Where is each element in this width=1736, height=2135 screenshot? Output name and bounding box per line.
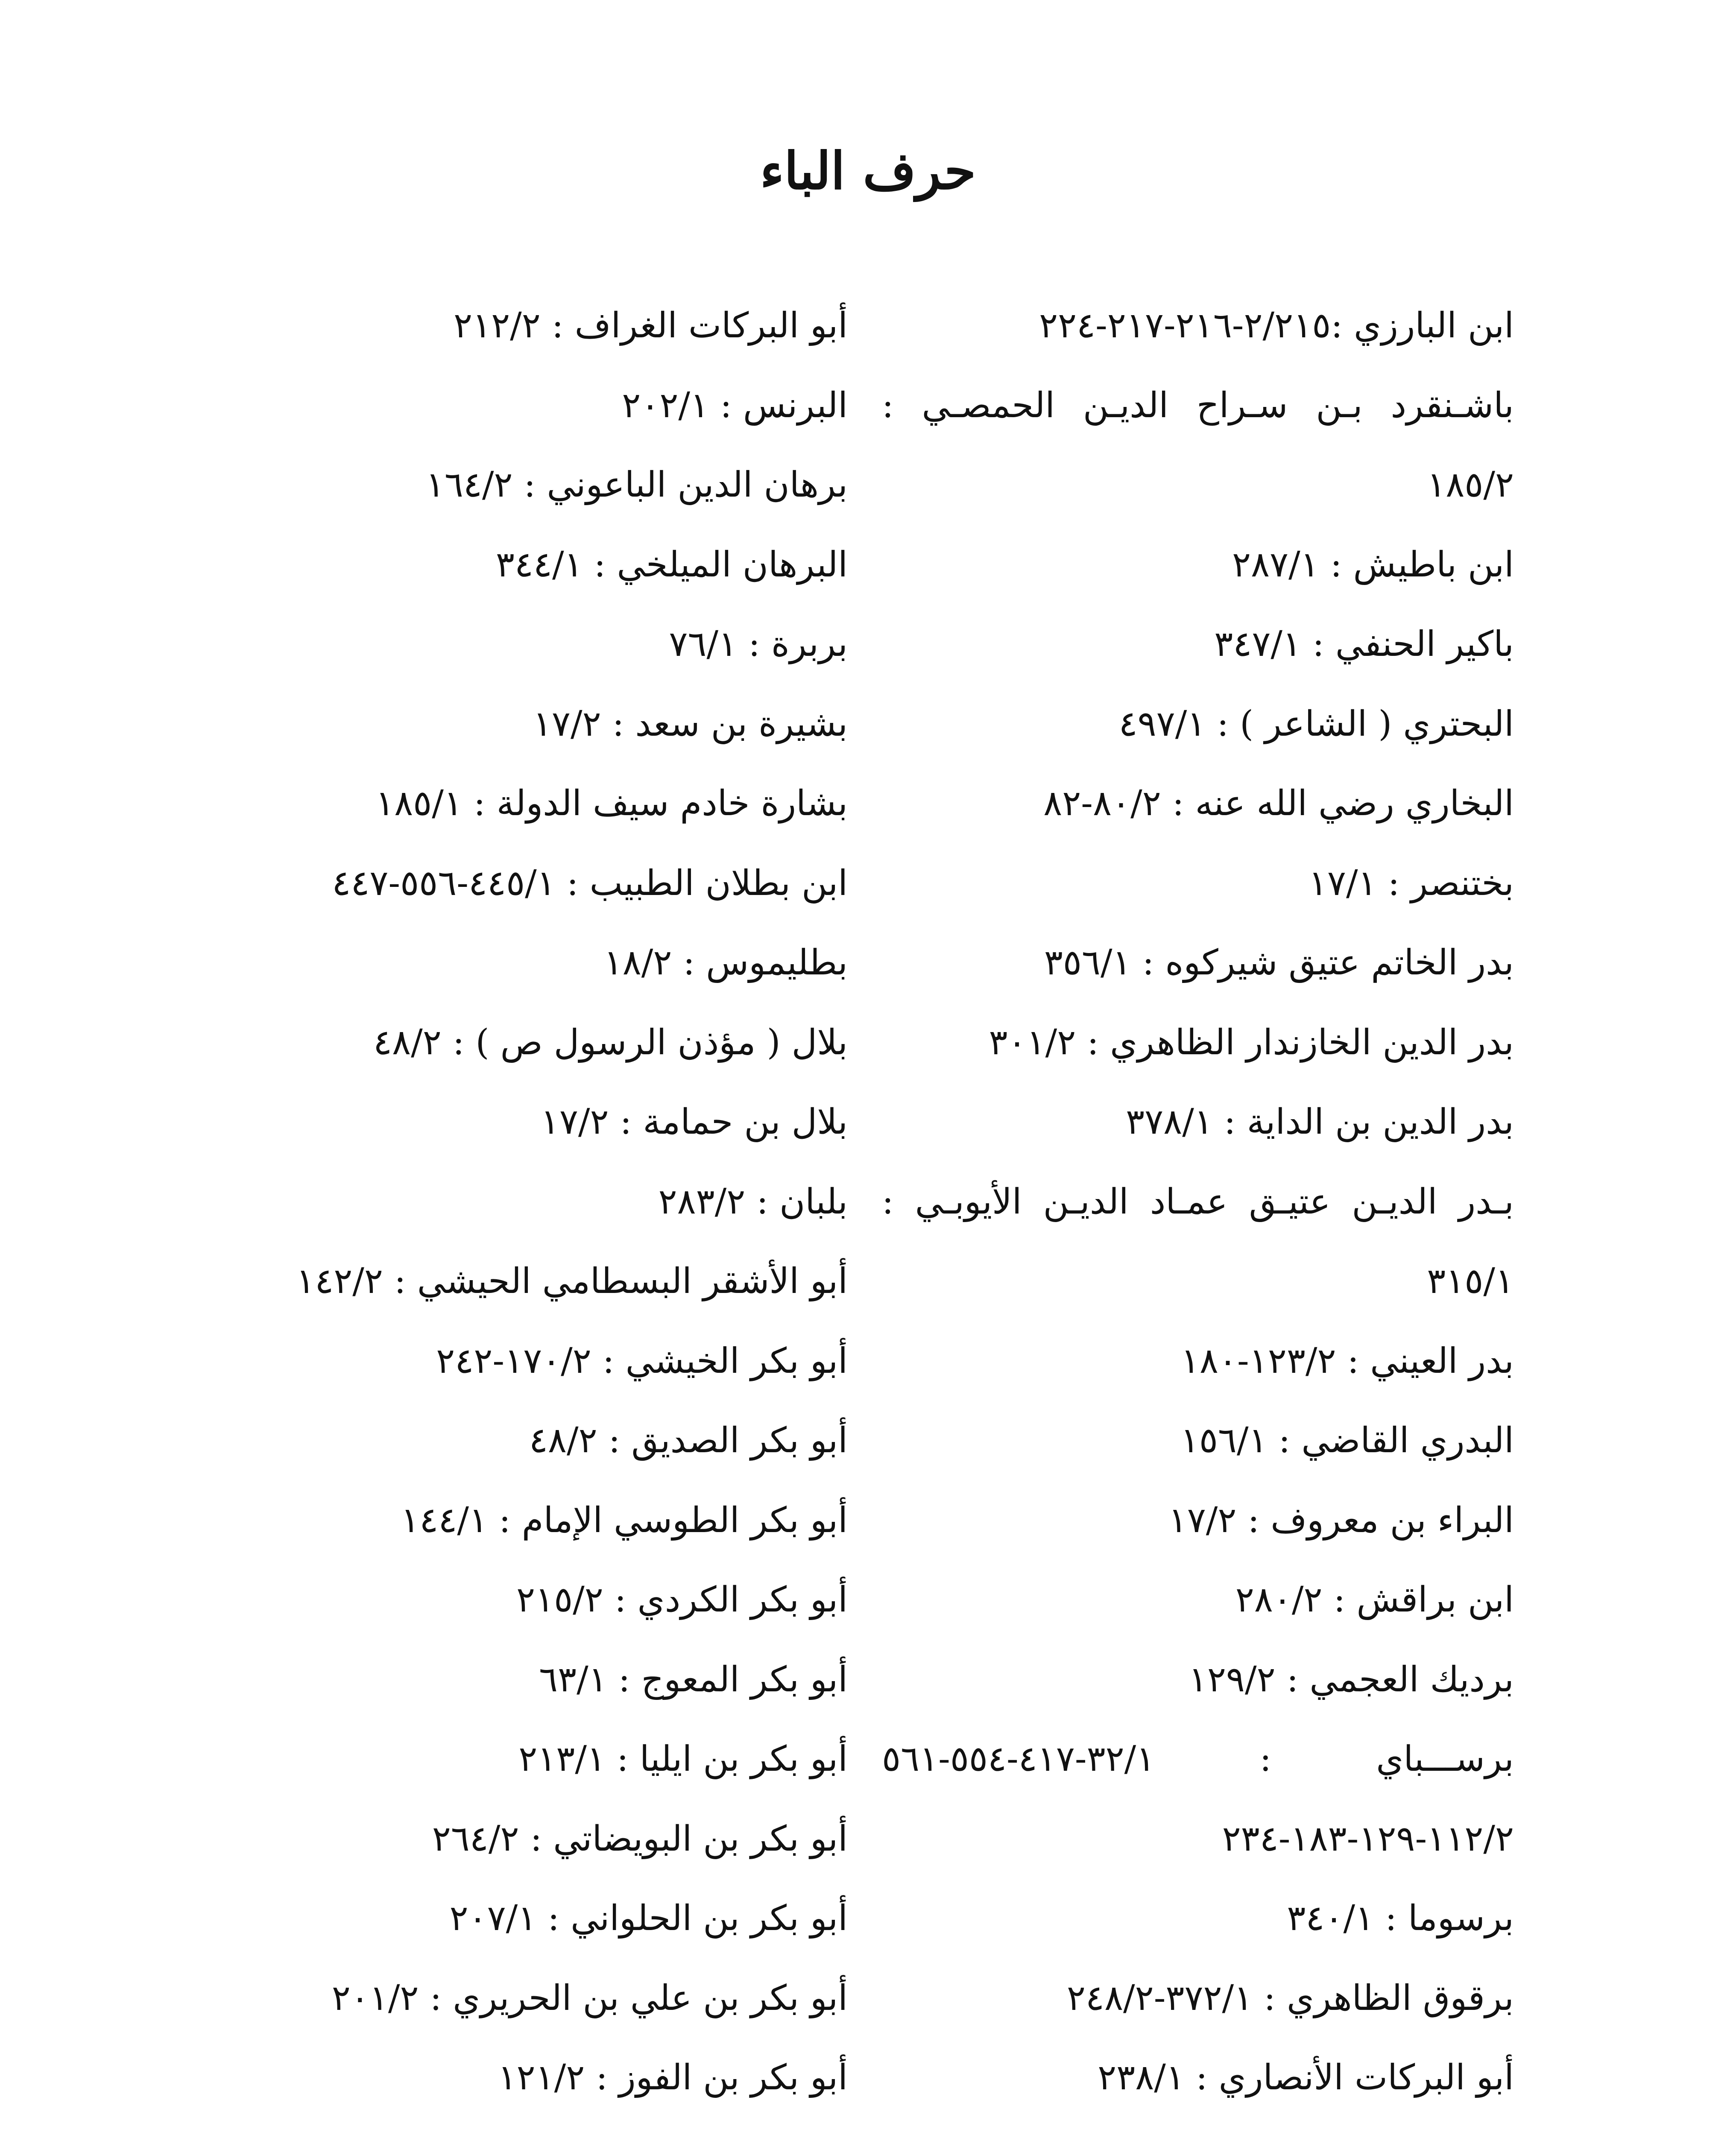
- index-entry: البراء بن معروف : ١٧/٢: [1168, 1500, 1514, 1541]
- index-entry: ابن البارزي :٢/٢١٥-٢١٦-٢١٧-٢٢٤: [1039, 305, 1514, 346]
- index-entry: باشـنقرد بـن سـراح الديـن الحمصـي :: [882, 385, 1514, 426]
- index-entry: بشيرة بن سعد : ١٧/٢: [533, 703, 848, 744]
- index-entry: البدري القاضي : ١٥٦/١: [1180, 1420, 1514, 1461]
- index-entry: البرنس : ٢٠٢/١: [622, 385, 848, 426]
- index-entry: أبو بكر بن ايليا : ٢١٣/١: [518, 1739, 848, 1779]
- index-column-left: [199, 286, 848, 2118]
- index-entry: بطليموس : ١٨/٢: [603, 942, 848, 983]
- index-entry: باكير الحنفي : ٣٤٧/١: [1214, 624, 1514, 664]
- index-entry: برديك العجمي : ١٢٩/٢: [1188, 1659, 1514, 1700]
- index-entry: بـدر الديـن عتيـق عمـاد الديـن الأيوبـي :: [882, 1181, 1514, 1222]
- index-entry: بلال بن حمامة : ١٧/٢: [540, 1102, 848, 1142]
- index-entry: بختنصر : ١٧/١: [1308, 863, 1514, 904]
- index-entry: البحتري ( الشاعر ) : ٤٩٧/١: [1118, 703, 1514, 744]
- index-entry: أبو بكر بن الحلواني : ٢٠٧/١: [449, 1898, 848, 1939]
- index-entry: برهان الدين الباعوني : ١٦٤/٢: [425, 465, 848, 505]
- index-entry: أبو بكر الخيشي : ١٧٠/٢-٢٤٢: [436, 1340, 848, 1381]
- index-entry: أبو بكر المعوج : ٦٣/١: [539, 1659, 848, 1700]
- index-entry-continuation: ٣١٥/١: [1427, 1261, 1514, 1301]
- index-entry: أبو بكر بن البويضاتي : ٢٦٤/٢: [432, 1818, 848, 1859]
- section-heading: حرف الباء: [760, 141, 976, 201]
- index-entry-continuation: ١١٢/٢-١٢٩-١٨٣-٢٣٤: [1222, 1818, 1514, 1859]
- index-entry: أبو الأشقر البسطامي الحيشي : ١٤٢/٢: [296, 1261, 848, 1301]
- index-entry: بشارة خادم سيف الدولة : ١٨٥/١: [375, 783, 848, 824]
- index-entry: ابن بطلان الطبيب : ٤٤٥/١-٥٥٦-٤٤٧: [332, 863, 848, 904]
- index-entry: برقوق الظاهري : ٣٧٢/١-٢٤٨/٢: [1066, 1977, 1514, 2018]
- index-entry: بدر الخاتم عتيق شيركوه : ٣٥٦/١: [1044, 942, 1514, 983]
- index-entry: بلال ( مؤذن الرسول ص ) : ٤٨/٢: [373, 1022, 848, 1063]
- index-entry: ابن باطيش : ٢٨٧/١: [1232, 544, 1514, 585]
- index-entry: أبو البركات الأنصاري : ٢٣٨/١: [1098, 2057, 1514, 2098]
- index-entry-continuation: ١٨٥/٢: [1427, 465, 1514, 505]
- index-entry: برسوما : ٣٤٠/١: [1287, 1898, 1514, 1939]
- index-entry: بلبان : ٢٨٣/٢: [658, 1181, 848, 1222]
- index-entry: ابن براقش : ٢٨٠/٢: [1235, 1579, 1514, 1620]
- index-entry: أبو بكر الصديق : ٤٨/٢: [529, 1420, 848, 1461]
- index-entry: بدر الدين الخازندار الظاهري : ٣٠١/٢: [989, 1022, 1514, 1063]
- index-entry: البرهان الميلخي : ٣٤٤/١: [495, 544, 848, 585]
- index-entry: أبو البركات الغراف : ٢١٢/٢: [454, 305, 848, 346]
- index-entry: بربرة : ٧٦/١: [669, 624, 848, 664]
- index-entry: أبو بكر بن علي بن الحريري : ٢٠١/٢: [331, 1977, 848, 2018]
- index-entry: البخاري رضي الله عنه : ٨٠/٢-٨٢: [1043, 783, 1514, 824]
- index-entry: أبو بكر الكردي : ٢١٥/٢: [516, 1579, 848, 1620]
- index-entry: بدر العيني : ١٢٣/٢-١٨٠: [1180, 1340, 1514, 1381]
- index-column-right: [882, 286, 1514, 2118]
- index-entry: برســـباي : ٣٢/١-٤١٧-٥٥٤-٥٦١: [882, 1739, 1514, 1779]
- index-entry: أبو بكر بن الفوز : ١٢١/٢: [498, 2057, 848, 2098]
- index-entry: أبو بكر الطوسي الإمام : ١٤٤/١: [401, 1500, 848, 1541]
- index-entry: بدر الدين بن الداية : ٣٧٨/١: [1126, 1102, 1514, 1142]
